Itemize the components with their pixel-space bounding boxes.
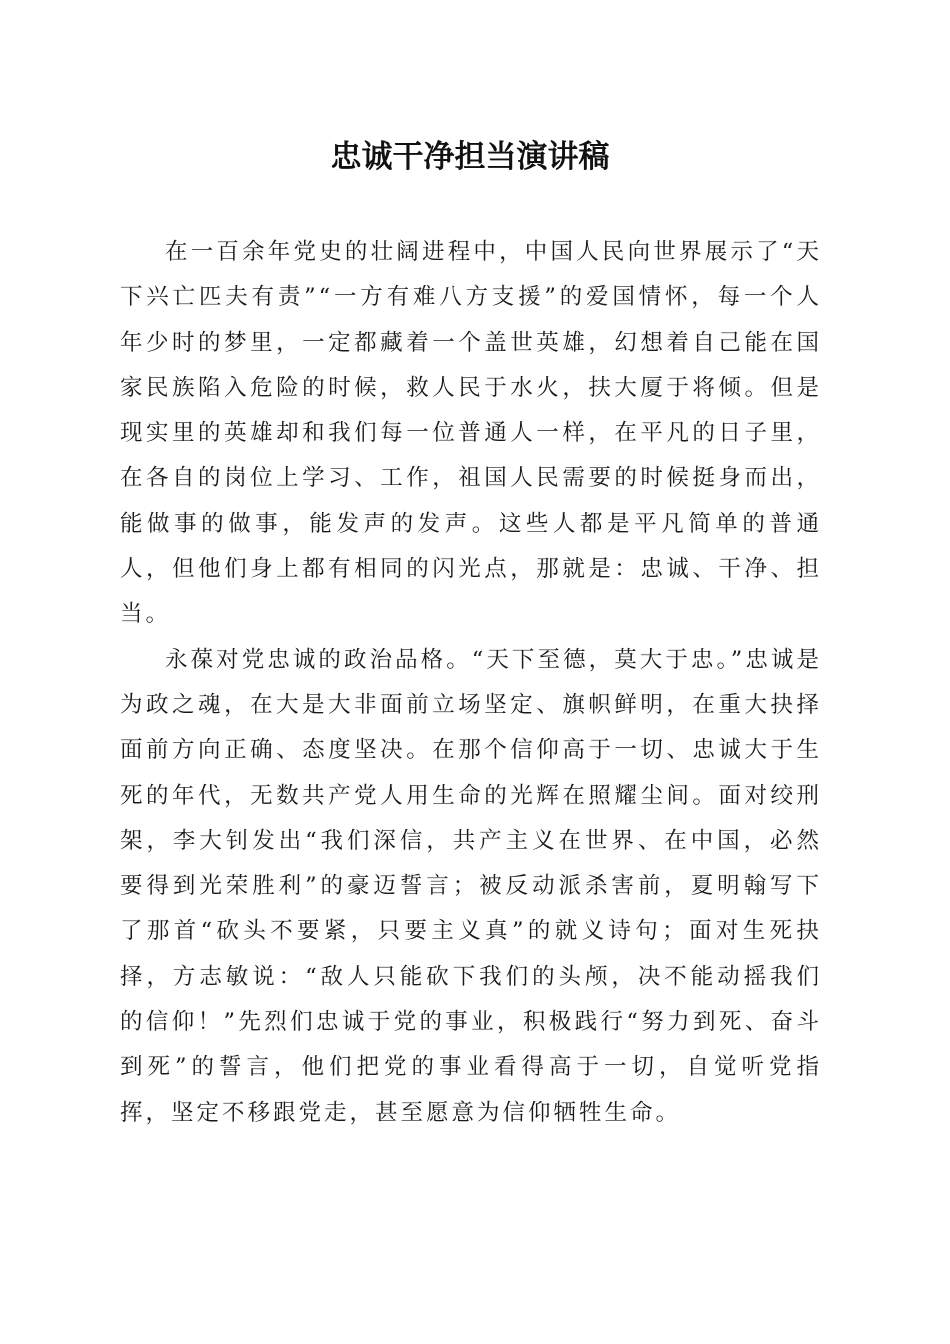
document-body	[120, 230, 822, 1136]
document-title: 忠诚干净担当演讲稿	[330, 139, 610, 175]
paragraph-1: 在一百余年党史的壮阔进程中，中国人民向世界展示了“天下兴亡匹夫有责”“一方有难八方支援”的爱国情怀，每一个人年少时的梦里，一定都藏着一个盖世英雄，幻想着自己能在国家民族陷入危险的时候，救人民于水火，扶大厦于将倾。但是现实里的英雄却和我们每一位普通人一样，在平凡的日子里，在各自的岗位上学习、工作，祖国人民需要的时候挺身而出，能做事的做事，能发声的发声。这些人都是平凡简单的普通人，但他们身上都有相同的闪光点，那就是：忠诚、干净、担当。	[120, 239, 822, 628]
paragraph-2: 永葆对党忠诚的政治品格。“天下至德，莫大于忠。”忠诚是为政之魂，在大是大非面前立场坚定、旗帜鲜明，在重大抉择面前方向正确、态度坚决。在那个信仰高于一切、忠诚大于生死的年代，无数共产党人用生命的光辉在照耀尘间。面对绞刑架，李大钊发出“我们深信，共产主义在世界、在中国，必然要得到光荣胜利”的豪迈誓言；被反动派杀害前，夏明翰写下了那首“砍头不要紧，只要主义真”的就义诗句；面对生死抉择，方志敏说：“敌人只能砍下我们的头颅，决不能动摇我们的信仰！”先烈们忠诚于党的事业，积极践行“努力到死、奋斗到死”的誓言，他们把党的事业看得高于一切，自觉听党指挥，坚定不移跟党走，甚至愿意为信仰牺牲生命。	[120, 646, 822, 1126]
